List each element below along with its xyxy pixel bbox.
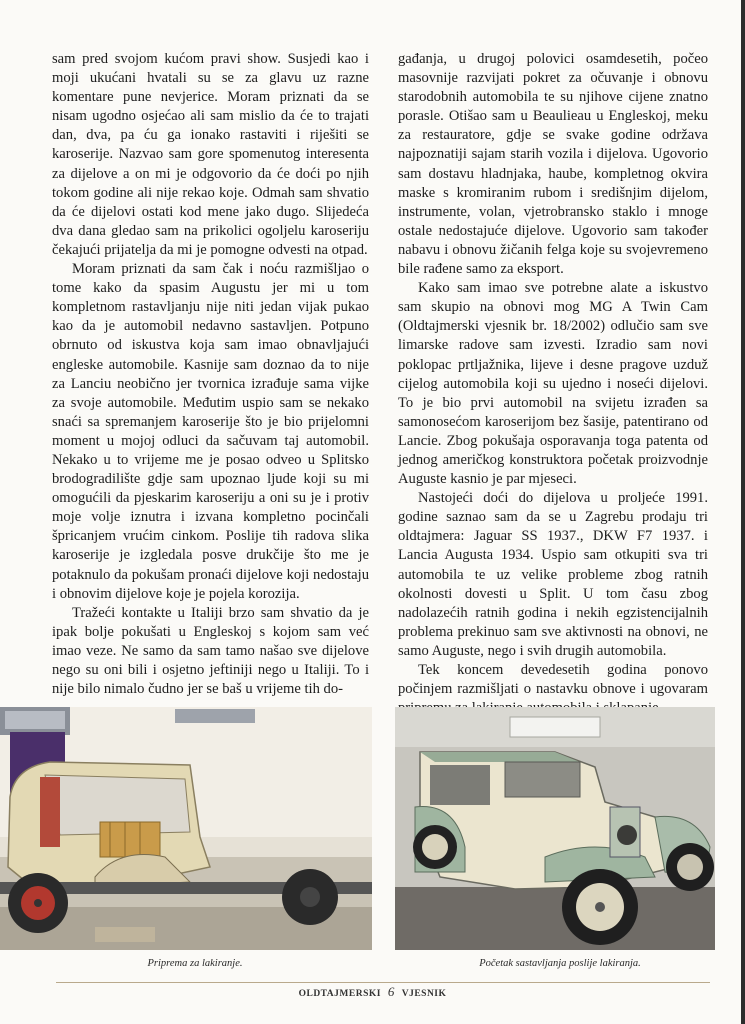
- page-edge: [741, 0, 745, 1024]
- photo-car-body-preparation: [0, 707, 372, 950]
- page-number: 6: [387, 984, 395, 999]
- paragraph: Tražeći kontakte u Italiji brzo sam shvatio da je ipak bolje pokušati u Engleskoj s kojom sam već imao veze. Ne samo da sam tamo našao sve dijelove nego su oni bili i osjetno jeftiniji nego u Italiji. To i nije bilo nimalo čudno jer se baš u vrijeme tih do-: [52, 604, 369, 698]
- paragraph: Nastojeći doći do dijelova u proljeće 1991. godine saznao sam da se u Zagrebu prodaju tri oldtajmera: Jaguar SS 1937., DKW F7 1937. i Lancia Augusta 1934. Uspio sam otkupiti sva tri automobila te uz velike probleme zbog ratnih okolnosti dovesti u Split. U tom času zbog nadolazećih ratnih godina i nekih egzistencijalnih problema prekinuo sam sve aktivnosti na obnovi, ne samo Auguste, nego i svih drugih automobila.: [398, 490, 708, 659]
- paragraph: sam pred svojom kućom pravi show. Susjedi kao i moji ukućani hvatali su se za glavu uz razne komentare pune nevjerice. Moram priznati da se nisam ugodno osjećao ali sam mislio da će to trajati dan, dva, pa ću ga ionako rastaviti i riješiti se karoserije. Nazvao sam gore spomenutog interesenta za dijelove a on mi je odgovorio da će doći po njih tokom godine ali nije rekao koje. Odmah sam shvatio da će dijelovi ostati kod mene jako dugo. Slijedeća dva dana gledao sam na prikolici ogoljelu karoseriju čekajući prijatelja da mi je pomogne odvesti na otpad.: [52, 51, 369, 258]
- page-footer: [0, 984, 745, 1000]
- footer-magazine-left: OLDTAJMERSKI: [298, 989, 381, 999]
- article-column-left: [52, 50, 369, 699]
- photo-car-assembly: [395, 707, 715, 950]
- photo-caption-left: Priprema za lakiranje.: [147, 958, 243, 969]
- car-assembly-illustration: [395, 707, 715, 950]
- footer-rule: [56, 982, 710, 983]
- car-body-illustration: [0, 707, 372, 950]
- article-column-right: [398, 50, 708, 718]
- photo-caption-right: Početak sastavljanja poslije lakiranja.: [479, 958, 641, 969]
- paragraph: gađanja, u drugoj polovici osamdesetih, počeo masovnije razvijati pokret za očuvanje i obnovu starodobnih automobila te su njihove cijene znatno porasle. Otišao sam u Beaulieau u Engleskoj, meku za restauratore, gdje se svake godine održava najpoznatiji sajam starih vozila i dijelova. Ugovorio sam dostavu hladnjaka, haube, kompletnog okvira maske s kromiranim rubom i središnjim dijelom, instrumente, volan, vjetrobransko staklo i mnoge ostale nedostajuće dijelove. Ugovorio sam također nabavu i obnovu žičanih felga koje su svojevremeno bile rađene samo za eksport.: [398, 51, 708, 278]
- paragraph: Tek koncem devedesetih godina ponovo počinjem razmišljati o nastavku obnove i ugovaram: [398, 662, 708, 698]
- paragraph: Moram priznati da sam čak i noću razmišljao o tome kako da spasim Augustu jer mi u tom kompletnom rastavljanju nije niti jedan vijak pukao kao da je automobil nedavno sastavljen. Potpuno obrnuto od iskustva koja sam imao obnavljajući engleske automobile. Kasnije sam doznao da to nije za Lanciu neobično jer tvornica izrađuje sama vijke za svoje automobile. Međutim uspio sam se nekako snaći sa spremanjem karoserije što je bio prijelomni moment u mojoj odluci da sačuvam taj automobil. Nekako u to vrijeme me je posao odveo u Splitsko brodogradilište gdje sam upoznao ljude koji su mi omogućili da pjeskarim karoseriju a oni su je i protiv moje volje iznutra i izvana kompletno pocinčali špricanjem vrućim cinkom. Poslije tih radova slika karoserije je izgledala posve drukčije što me je potaknulo da pokušam pronaći dijelove koji nedostaju i obnovim dijelove koje je pojela korozija.: [52, 261, 369, 602]
- paragraph: Kako sam imao sve potrebne alate a iskustvo sam skupio na obnovi mog MG A Twin Cam (Oldtajmerski vjesnik br. 18/2002) odlučio sam sve limarske radove sam izvesti. Izradio sam novi poklopac prtljažnika, lijeve i desne pragove uzduž cijelog automobila koji su ujedno i noseći dijelovi. To je bio prvi automobil na svijetu izrađen sa samonosećom karoserijom bez šasije, patentirano od Lancie. Zbog pokušaja osporavanja toga patenta od jednog američkog konstruktora početak proizvodnje Auguste kasnio je par mjeseci.: [398, 280, 708, 488]
- footer-magazine-right: VJESNIK: [401, 989, 447, 999]
